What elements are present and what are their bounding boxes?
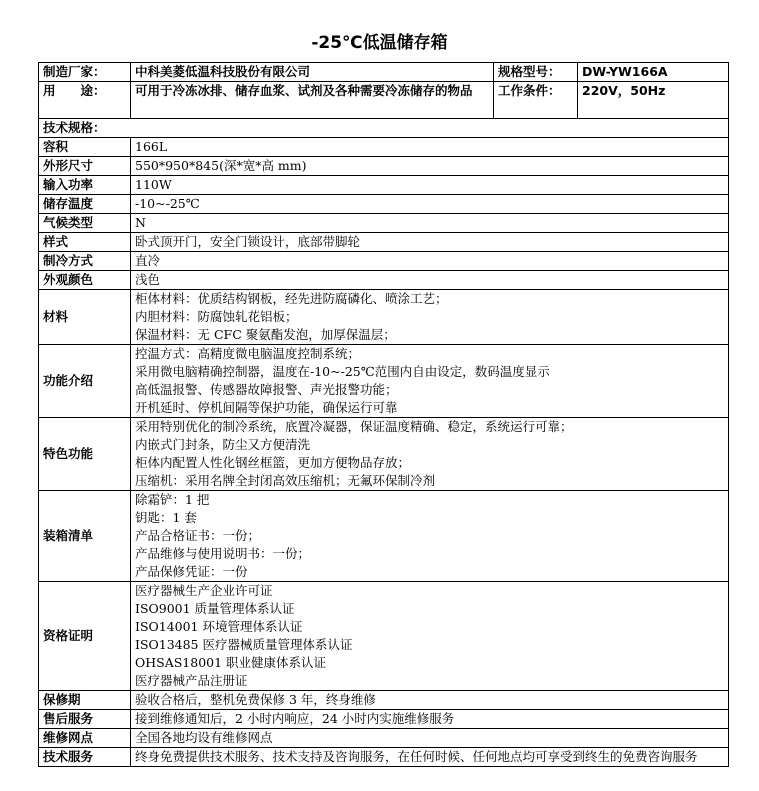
- spec-value-line: 110W: [135, 177, 172, 192]
- spec-value: [131, 214, 729, 233]
- spec-label: 气候类型: [39, 214, 131, 233]
- spec-value: [131, 729, 729, 748]
- spec-row: [39, 252, 729, 271]
- spec-row: [39, 710, 729, 729]
- spec-value-line: 压缩机：采用名牌全封闭高效压缩机；无氟环保制冷剂: [135, 473, 436, 488]
- spec-value-line: 开机延时、停机间隔等保护功能，确保运行可靠: [135, 400, 398, 415]
- spec-label: 售后服务: [39, 710, 131, 729]
- tech-spec-label: 技术规格：: [39, 119, 729, 138]
- usage-label: 用 途：: [39, 82, 131, 119]
- spec-row: [39, 271, 729, 290]
- spec-value-line: 验收合格后，整机免费保修 3 年，终身维修: [135, 692, 376, 707]
- spec-value-line: 166L: [135, 139, 168, 154]
- spec-value: [131, 345, 729, 418]
- spec-value: [131, 710, 729, 729]
- spec-label: 容积: [39, 138, 131, 157]
- model-label: 规格型号：: [494, 63, 578, 82]
- spec-value: [131, 748, 729, 767]
- spec-value: [131, 176, 729, 195]
- spec-value: [131, 582, 729, 691]
- spec-value-line: 产品合格证书：一份；: [135, 528, 261, 543]
- spec-value-line: ISO9001 质量管理体系认证: [135, 601, 295, 616]
- spec-value-line: 医疗器械产品注册证: [135, 673, 248, 688]
- spec-label: 输入功率: [39, 176, 131, 195]
- spec-value: [131, 252, 729, 271]
- spec-value-line: 采用微电脑精确控制器，温度在-10~-25℃范围内自由设定，数码温度显示: [135, 364, 550, 379]
- spec-value: [131, 691, 729, 710]
- spec-row: [39, 138, 729, 157]
- spec-row: [39, 582, 729, 691]
- manufacturer-label: 制造厂家：: [39, 63, 131, 82]
- spec-value-line: 高低温报警、传感器故障报警、声光报警功能；: [135, 382, 398, 397]
- spec-label: 材料: [39, 290, 131, 345]
- spec-value-line: 550*950*845(深*宽*高 mm): [135, 158, 307, 173]
- spec-value: [131, 290, 729, 345]
- tech-spec-row: [39, 119, 729, 138]
- spec-row: [39, 157, 729, 176]
- spec-value-line: 产品保修凭证：一份: [135, 564, 248, 579]
- spec-value-line: 采用特别优化的制冷系统，底置冷凝器，保证温度精确、稳定，系统运行可靠；: [135, 419, 573, 434]
- spec-label: 功能介绍: [39, 345, 131, 418]
- spec-value-line: 保温材料：无 CFC 聚氨酯发泡，加厚保温层；: [135, 327, 396, 342]
- spec-label: 装箱清单: [39, 491, 131, 582]
- spec-row: [39, 176, 729, 195]
- spec-value-line: 除霜铲：1 把: [135, 492, 210, 507]
- spec-row: [39, 345, 729, 418]
- spec-label: 特色功能: [39, 418, 131, 491]
- spec-row: [39, 290, 729, 345]
- spec-label: 保修期: [39, 691, 131, 710]
- spec-label: 样式: [39, 233, 131, 252]
- spec-value-line: N: [135, 215, 146, 230]
- spec-label: 制冷方式: [39, 252, 131, 271]
- spec-value-line: ISO14001 环境管理体系认证: [135, 619, 303, 634]
- spec-value-line: -10~-25℃: [135, 196, 200, 211]
- spec-value-line: 全国各地均设有维修网点: [135, 730, 273, 745]
- spec-value-line: 柜体材料：优质结构钢板，经先进防腐磷化、喷涂工艺；: [135, 291, 448, 306]
- spec-row: [39, 214, 729, 233]
- usage-row: [39, 82, 729, 119]
- spec-value-line: ISO13485 医疗器械质量管理体系认证: [135, 637, 353, 652]
- spec-row: [39, 195, 729, 214]
- usage-value: 可用于冷冻冰排、储存血浆、试剂及各种需要冷冻储存的物品: [131, 82, 494, 119]
- spec-table: [38, 62, 729, 767]
- spec-value-line: 柜体内配置人性化钢丝框篮，更加方便物品存放；: [135, 455, 411, 470]
- spec-value-line: OHSAS18001 职业健康体系认证: [135, 655, 327, 670]
- spec-value: [131, 418, 729, 491]
- spec-row: [39, 729, 729, 748]
- condition-label: 工作条件：: [494, 82, 578, 119]
- manufacturer-value: 中科美菱低温科技股份有限公司: [131, 63, 494, 82]
- spec-value-line: 卧式顶开门，安全门锁设计，底部带脚轮: [135, 234, 361, 249]
- page-title: -25℃低温储存箱: [311, 33, 448, 53]
- spec-value: [131, 271, 729, 290]
- spec-value-line: 终身免费提供技术服务、技术支持及咨询服务，在任何时候、任何地点均可享受到终生的免费咨询服务: [135, 749, 698, 764]
- spec-value-line: 内嵌式门封条，防尘又方便清洗: [135, 437, 311, 452]
- spec-row: [39, 691, 729, 710]
- condition-value: 220V，50Hz: [578, 82, 729, 119]
- spec-value-line: 接到维修通知后，2 小时内响应，24 小时内实施维修服务: [135, 711, 455, 726]
- spec-value-line: 钥匙：1 套: [135, 510, 197, 525]
- model-value: DW-YW166A: [578, 63, 729, 82]
- manufacturer-row: [39, 63, 729, 82]
- spec-label: 技术服务: [39, 748, 131, 767]
- spec-value-line: 医疗器械生产企业许可证: [135, 583, 273, 598]
- spec-row: [39, 748, 729, 767]
- spec-label: 储存温度: [39, 195, 131, 214]
- spec-row: [39, 491, 729, 582]
- spec-value: [131, 491, 729, 582]
- spec-value-line: 内胆材料：防腐蚀轧花铝板；: [135, 309, 298, 324]
- spec-value-line: 控温方式：高精度微电脑温度控制系统；: [135, 346, 361, 361]
- spec-row: [39, 233, 729, 252]
- spec-label: 维修网点: [39, 729, 131, 748]
- spec-value-line: 浅色: [135, 272, 161, 287]
- spec-label: 外形尺寸: [39, 157, 131, 176]
- spec-value: [131, 138, 729, 157]
- spec-value-line: 产品维修与使用说明书：一份；: [135, 546, 311, 561]
- spec-value-line: 直冷: [135, 253, 161, 268]
- spec-label: 外观颜色: [39, 271, 131, 290]
- spec-row: [39, 418, 729, 491]
- spec-value: [131, 233, 729, 252]
- spec-label: 资格证明: [39, 582, 131, 691]
- spec-value: [131, 157, 729, 176]
- spec-value: [131, 195, 729, 214]
